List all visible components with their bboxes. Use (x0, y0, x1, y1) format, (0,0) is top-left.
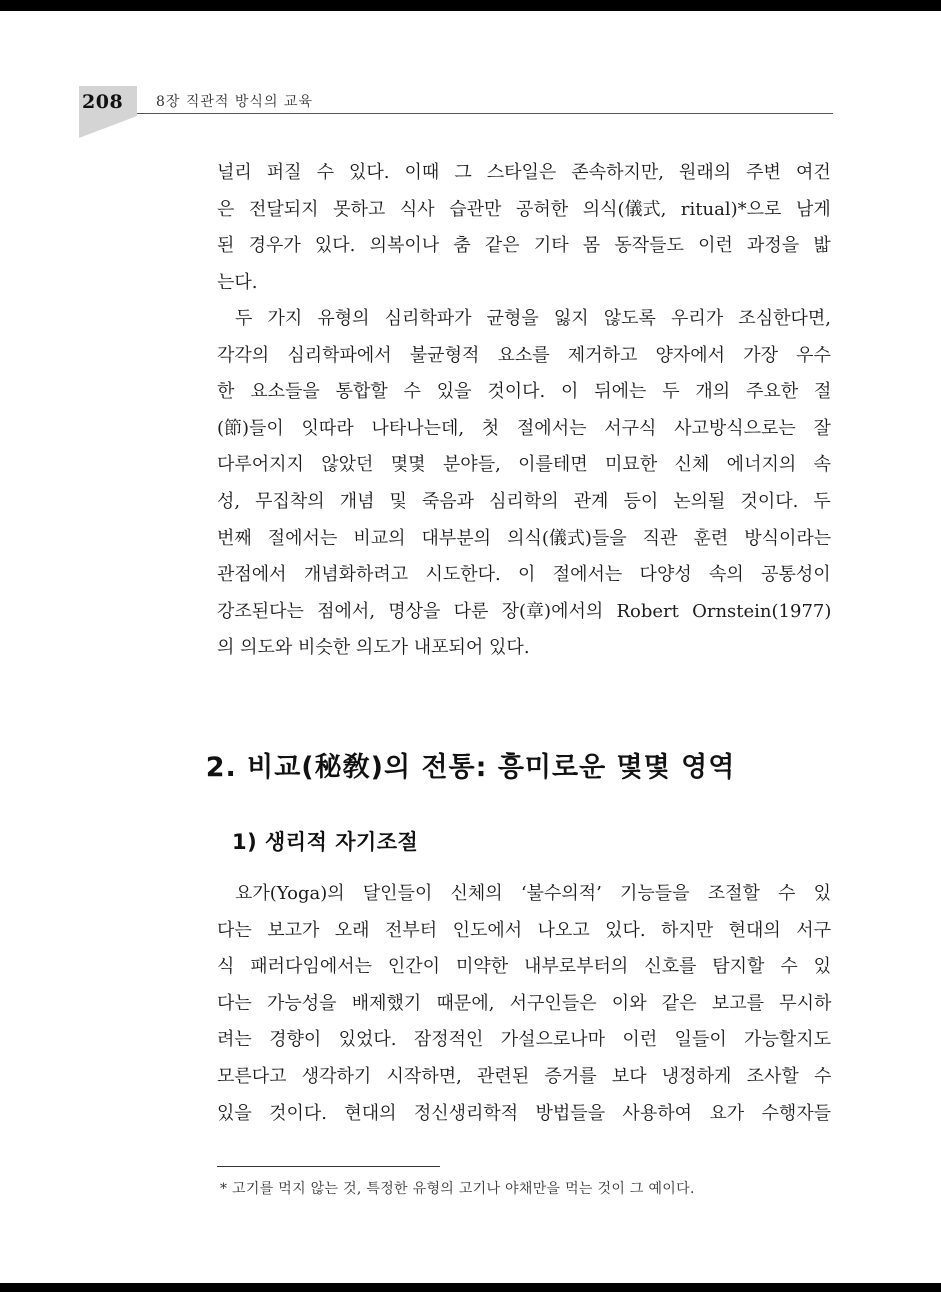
paragraph-2-line: 두 가지 유형의 심리학파가 균형을 잃지 않도록 우리가 조심한다면, (235, 308, 831, 329)
section-title: 2. 비교(秘敎)의 전통: 흥미로운 몇몇 영역 (205, 752, 736, 783)
paragraph-2-line: 의 의도와 비슷한 의도가 내포되어 있다. (217, 637, 530, 659)
paragraph-2-line: 번째 절에서는 비교의 대부분의 의식(儀式)들을 직관 훈련 방식이라는 (217, 527, 832, 549)
paragraph-2-line: 한 요소들을 통합할 수 있을 것이다. 이 뒤에는 두 개의 주요한 절 (217, 381, 832, 403)
paragraph-3-line: 다는 가능성을 배제했기 때문에, 서구인들은 이와 같은 보고를 무시하 (217, 992, 832, 1014)
paragraph-3-line: 있을 것이다. 현대의 정신생리학적 방법들을 사용하여 요가 수행자들 (217, 1102, 831, 1124)
paragraph-2-line: 강조된다는 점에서, 명상을 다룬 장(章)에서의 Robert Ornstein(1977) (217, 600, 832, 622)
paragraph-3-line: 식 패러다임에서는 인간이 미약한 내부로부터의 신호를 탐지할 수 있 (217, 956, 831, 978)
paragraph-2-line: 성, 무집착의 개념 및 죽음과 심리학의 관계 등이 논의될 것이다. 두 (217, 490, 831, 512)
running-head: 8장 직관적 방식의 교육 (156, 94, 313, 110)
paragraph-1-line: 은 전달되지 못하고 식사 습관만 공허한 의식(儀式, ritual)*으로 남게 (217, 198, 831, 220)
paragraph-1 (217, 155, 831, 301)
paragraph-2-line: 다루어지지 않았던 몇몇 분야들, 이를테면 미묘한 신체 에너지의 속 (217, 454, 831, 476)
paragraph-3-line: 모른다고 생각하기 시작하면, 관련된 증거를 보다 냉정하게 조사할 수 (217, 1065, 832, 1087)
paragraph-2-line: 각각의 심리학파에서 불균형적 요소를 제거하고 양자에서 가장 우수 (217, 344, 831, 366)
paragraph-3-line: 요가(Yoga)의 달인들이 신체의 ‘불수의적’ 기능들을 조절할 수 있 (235, 883, 831, 904)
page-number: 208 (82, 91, 124, 113)
paragraph-3-line: 려는 경향이 있었다. 잠정적인 가설으로나마 이런 일들이 가능할지도 (217, 1029, 831, 1051)
paragraph-3 (217, 876, 831, 1132)
paragraph-2-line: (節)들이 잇따라 나타나는데, 첫 절에서는 서구식 사고방식으로는 잘 (217, 417, 831, 439)
top-border (0, 0, 941, 11)
page-number-tab-tail (79, 116, 137, 138)
paragraph-1-line: 널리 퍼질 수 있다. 이때 그 스타일은 존속하지만, 원래의 주변 여건 (217, 162, 831, 183)
subsection-title: 1) 생리적 자기조절 (232, 830, 419, 854)
header-rule (137, 113, 833, 114)
paragraph-2-line: 관점에서 개념화하려고 시도한다. 이 절에서는 다양성 속의 공통성이 (217, 564, 831, 586)
paragraph-1-line: 된 경우가 있다. 의복이나 춤 같은 기타 몸 동작들도 이런 과정을 밟 (217, 235, 831, 257)
paragraph-2 (217, 301, 831, 667)
footnote: * 고기를 먹지 않는 것, 특정한 유형의 고기나 야채만을 먹는 것이 그 예이다. (220, 1181, 695, 1197)
footnote-rule (217, 1166, 440, 1167)
bottom-border (0, 1283, 941, 1292)
paragraph-3-line: 다는 보고가 오래 전부터 인도에서 나오고 있다. 하지만 현대의 서구 (217, 919, 831, 941)
paragraph-1-line: 는다. (217, 271, 258, 293)
